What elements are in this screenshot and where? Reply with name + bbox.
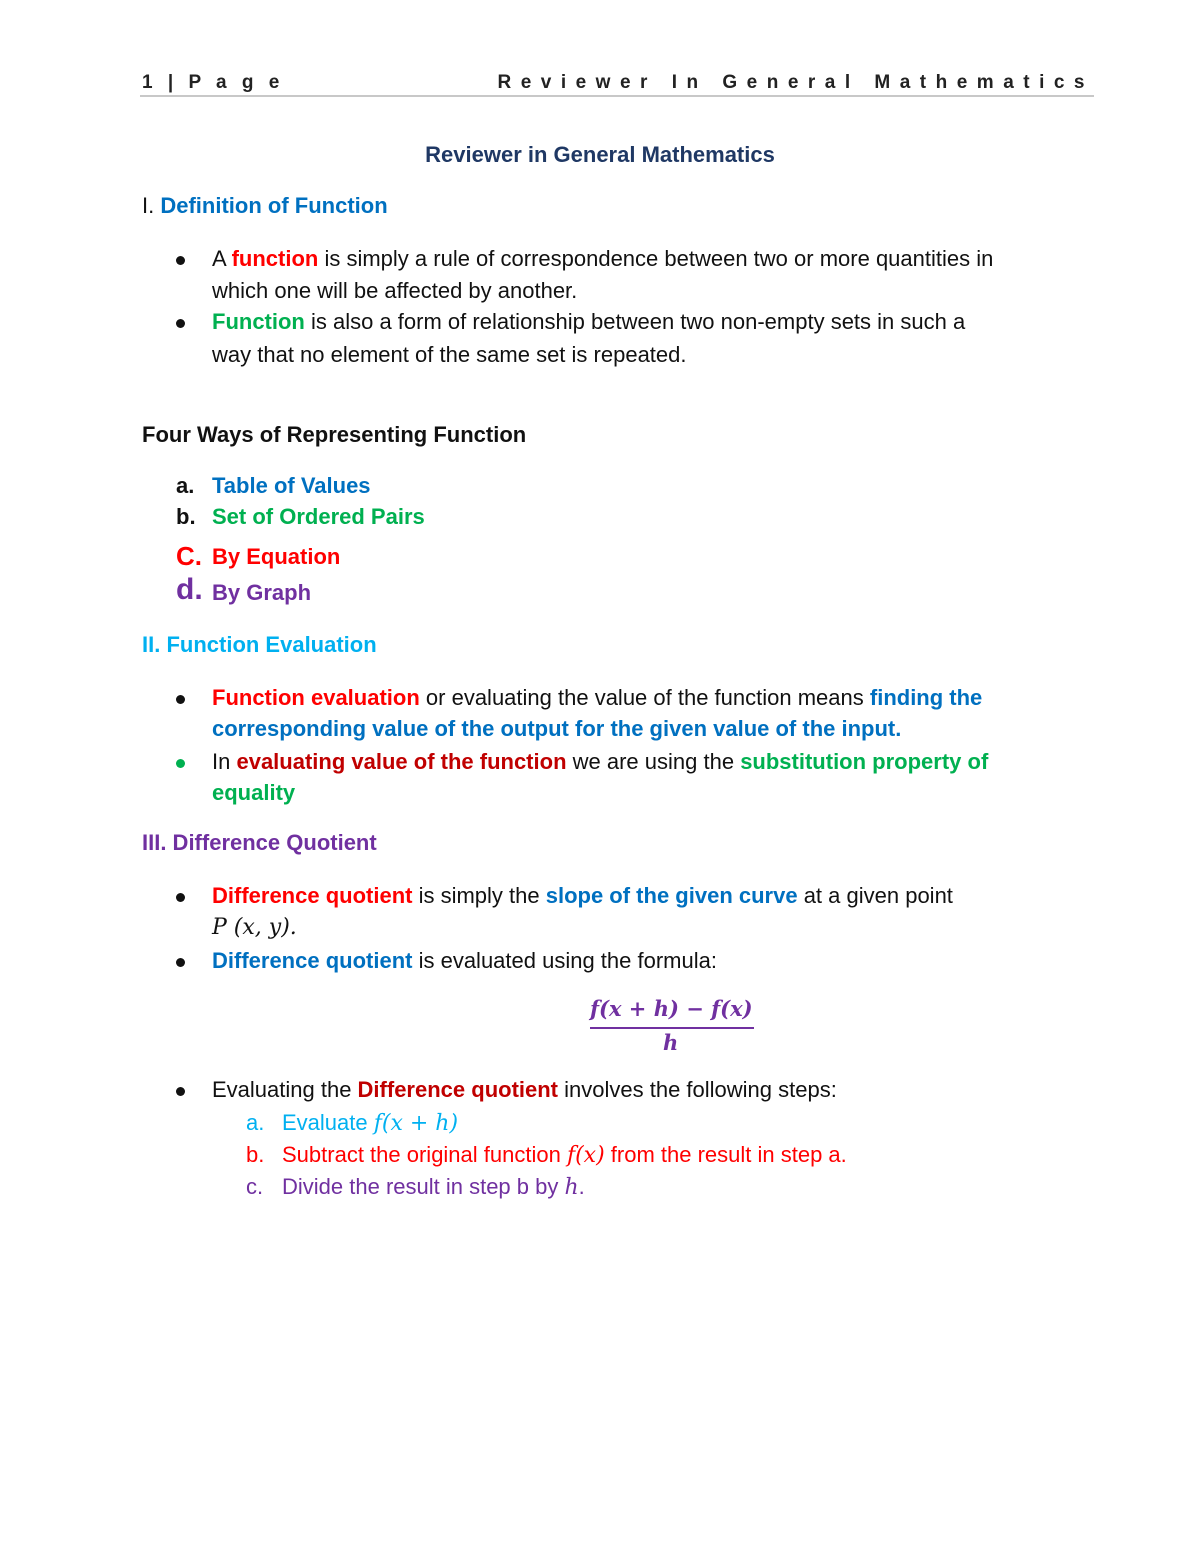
section2-bullet2-line2: equality (212, 780, 296, 805)
section1-bullet2-line2: way that no element of the same set is repeated. (212, 342, 687, 367)
section3-bullet1-line1 (212, 883, 953, 909)
page-number-label: 1 | P a g e (142, 72, 285, 93)
section1-bullet1-line2: which one will be affected by another. (212, 278, 578, 303)
math-expression: f(x) (566, 1143, 605, 1168)
text-fragment: In (212, 749, 237, 774)
math-expression: h (564, 1175, 579, 1200)
running-header-title: Reviewer In General Mathematics (497, 72, 1094, 93)
text-fragment: is evaluated using the formula: (412, 948, 717, 973)
bullet-icon (176, 1087, 185, 1096)
section1-numeral: I. (142, 193, 155, 218)
section2-bullet1-line2: corresponding value of the output for the given value of the input. (212, 716, 902, 741)
way-item-c: C. (176, 541, 202, 571)
math-expression: f(x + h) (373, 1111, 459, 1136)
way-item-b (176, 504, 196, 530)
step-b-text (282, 1142, 847, 1168)
emphasis-text: substitution property of (740, 749, 989, 774)
text-fragment: at a given point (797, 883, 953, 908)
text-fragment: Subtract the original function (282, 1142, 567, 1167)
step-a-text (282, 1110, 458, 1136)
text-fragment: from the result in step a. (604, 1142, 847, 1167)
step-c-text (282, 1174, 585, 1200)
step-a-letter: a. (246, 1110, 265, 1135)
text-fragment: Evaluating the (212, 1077, 358, 1102)
text-fragment: is also a form of relationship between two non-empty sets in such a (304, 309, 966, 334)
way-label-ordered-pairs: Set of Ordered Pairs (212, 504, 425, 529)
section1-heading (142, 193, 388, 219)
text-fragment: is simply a rule of correspondence between two or more quantities in (318, 246, 994, 271)
step-b-letter: b. (246, 1142, 265, 1167)
list-letter: b. (176, 504, 196, 529)
section1-bullet1-line1 (212, 246, 993, 272)
term-difference-quotient: Difference quotient (212, 948, 413, 973)
bullet-icon (176, 695, 185, 704)
formula-fraction-bar (590, 1027, 754, 1029)
formula-numerator: f(x + h) − f(x) (590, 996, 753, 1021)
section3-bullet3 (212, 1077, 837, 1103)
text-fragment: Divide the result in step b by (282, 1174, 565, 1199)
text-fragment: involves the following steps: (558, 1077, 837, 1102)
section1-bullet2-line1 (212, 309, 965, 335)
section3-bullet1-line2: P (x, y). (212, 915, 297, 940)
section1-title: Definition of Function (160, 193, 388, 218)
way-label-by-graph: By Graph (212, 580, 312, 605)
emphasis-text: finding the (869, 685, 983, 710)
section3-heading: III. Difference Quotient (142, 830, 377, 855)
section3-bullet2 (212, 948, 717, 974)
text-fragment: Evaluate (282, 1110, 374, 1135)
way-item-a (176, 473, 194, 499)
text-fragment: or evaluating the value of the function means (419, 685, 870, 710)
formula-denominator: h (663, 1030, 679, 1055)
way-item-d: d. (176, 573, 203, 606)
section2-heading: II. Function Evaluation (142, 632, 377, 657)
four-ways-heading: Four Ways of Representing Function (142, 422, 527, 447)
term-function-evaluation: Function evaluation (212, 685, 420, 710)
term-difference-quotient: Difference quotient (357, 1077, 559, 1102)
section2-bullet1-line1 (212, 685, 982, 711)
bullet-icon (176, 759, 185, 768)
bullet-icon (176, 958, 185, 967)
step-c-letter: c. (246, 1174, 264, 1199)
list-letter: a. (176, 473, 195, 498)
term-difference-quotient: Difference quotient (212, 883, 413, 908)
section2-bullet2-line1 (212, 749, 988, 775)
header-divider (140, 95, 1094, 97)
way-label-by-equation: By Equation (212, 544, 341, 569)
term-function: Function (212, 309, 305, 334)
text-fragment: we are using the (566, 749, 741, 774)
text-fragment: A (212, 246, 232, 271)
emphasis-text: slope of the given curve (545, 883, 798, 908)
bullet-icon (176, 319, 185, 328)
term-function: function (231, 246, 319, 271)
text-fragment: is simply the (412, 883, 546, 908)
bullet-icon (176, 256, 185, 265)
bullet-icon (176, 893, 185, 902)
way-label-table-of-values: Table of Values (212, 473, 371, 498)
text-fragment: . (578, 1174, 585, 1199)
term-evaluating-value: evaluating value of the function (236, 749, 567, 774)
document-title: Reviewer in General Mathematics (425, 142, 775, 167)
